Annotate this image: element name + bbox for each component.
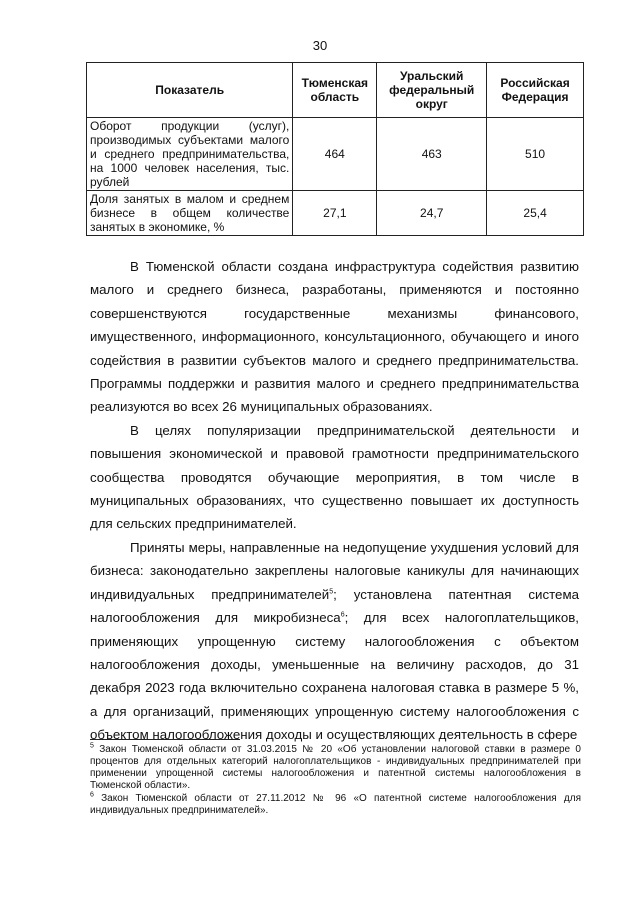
footnote-text: Закон Тюменской области от 27.11.2012 № 96 «О патентной системе налогообложения для индивидуальных предпринимателей». xyxy=(90,793,581,816)
cell-value: 510 xyxy=(487,118,584,191)
page-number: 30 xyxy=(312,38,328,53)
cell-value: 463 xyxy=(377,118,487,191)
table-header-row xyxy=(87,63,584,118)
footnote-ref[interactable]: 5 xyxy=(329,588,334,596)
header-tyumen-region: Тюменская область xyxy=(293,63,377,118)
paragraph-text: ; для всех налогоплательщиков, применяющих упрощенную систему налогообложения с объектом налогообложения доходы, уменьшенные на величину расходов, до 31 декабря 2023 года включительно сохранена налоговая ставка в размере 5 %, а для организаций, применяющих упрощенную систему налогообложения с объектом налогообложения доходы и осуществляющих деятельность в сфере xyxy=(90,610,580,743)
footnote-number: 5 xyxy=(90,742,94,750)
paragraph-text: ; установлена патентная система налогообложения для микробизнеса xyxy=(90,586,579,626)
footnote xyxy=(90,744,581,792)
paragraph xyxy=(90,536,579,747)
footnote-number: 6 xyxy=(90,791,94,799)
footnote-separator xyxy=(90,739,240,740)
footnote-ref[interactable]: 6 xyxy=(340,611,345,619)
cell-value: 25,4 xyxy=(487,191,584,236)
cell-value: 464 xyxy=(293,118,377,191)
footnote xyxy=(90,793,581,817)
cell-value: 24,7 xyxy=(377,191,487,236)
footnote-text: Закон Тюменской области от 31.03.2015 № 20 «Об установлении налоговой ставки в размере 0 процентов для отдельных категорий налогоплательщиков - индивидуальных предпринимателей при применении упрощенной системы налогообложения и патентной системы налогообложения в Тюменской области». xyxy=(90,744,581,791)
table-row xyxy=(87,191,584,236)
paragraph-text: Приняты меры, направленные на недопущение ухудшения условий для бизнеса: законодательно закреплены налоговые каникулы для начинающих индивидуальных предпринимателей xyxy=(90,539,579,602)
indicators-table xyxy=(86,62,584,236)
header-ural-district: Уральский федеральный округ xyxy=(377,63,487,118)
cell-value: 27,1 xyxy=(293,191,377,236)
header-indicator: Показатель xyxy=(87,63,293,118)
footnotes xyxy=(90,744,581,818)
table-row xyxy=(87,118,584,191)
paragraph: В целях популяризации предпринимательской деятельности и повышения экономической и правовой грамотности предпринимательского сообщества проводятся обучающие мероприятия, в том числе в муниципальных образованиях, что существенно повышает их доступность для сельских предпринимателей. xyxy=(90,422,579,532)
body-text xyxy=(90,255,579,747)
paragraph: В Тюменской области создана инфраструктура содействия развитию малого и среднего бизнеса, разработаны, применяются и постоянно совершенствуются государственные механизмы финансового, имущественного, информационного, консультационного, обучающего и иного содействия в развитии субъектов малого и среднего предпринимательства. Программы поддержки и развития малого и среднего предпринимательства реализуются во всех 26 муниципальных образованиях. xyxy=(90,259,579,415)
row-label-employment-share: Доля занятых в малом и среднем бизнесе в общем количестве занятых в экономике, % xyxy=(87,191,293,236)
header-russian-federation: Российская Федерация xyxy=(487,63,584,118)
row-label-turnover: Оборот продукции (услуг), производимых субъектами малого и среднего предпринимательства, на 1000 человек населения, тыс. рублей xyxy=(87,118,293,191)
